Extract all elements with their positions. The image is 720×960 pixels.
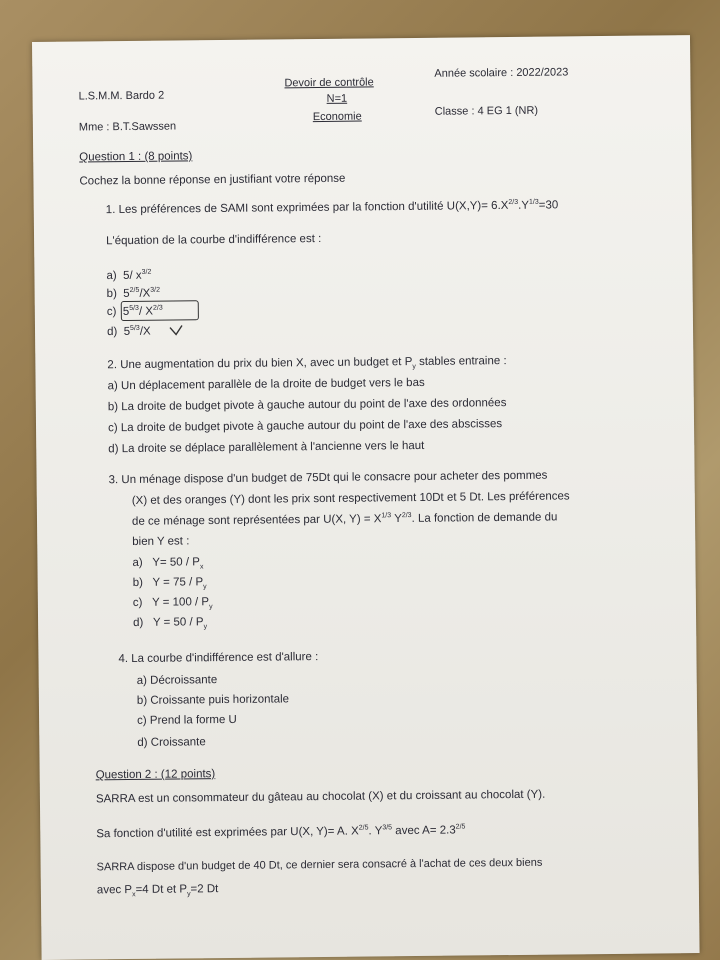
class-name: Classe : 4 EG 1 (NR) <box>434 104 539 118</box>
item-1-option-b: b) $5^{2/5}/X^{3/2}$ <box>106 286 161 301</box>
item-4-option-d: d) Croissante <box>137 736 206 749</box>
item-3-option-a: a) $Y= 50 / P_x$ <box>132 556 204 571</box>
question-2-line-1: SARRA est un consommateur du gâteau au chocolat (X) et du croissant au chocolat (Y). <box>95 788 546 806</box>
item-1-option-a: a) 5/ $x^{3/2}$ <box>106 268 152 283</box>
item-3-line-4: bien Y est : <box>132 535 190 548</box>
item-2-option-a: a) Un déplacement parallèle de la droite de budget vers le bas <box>107 376 425 393</box>
item-3-line-2: (X) et des oranges (Y) dont les prix sont respectivement 10Dt et 5 Dt. Les préférences <box>131 490 570 507</box>
item-3-line-3: de ce ménage sont représentées par U(X, $Y) = X^{1/3}$ $Y^{2/3}$. La fonction de demande du <box>131 511 558 528</box>
item-4-option-a: a) Décroissante <box>136 674 218 687</box>
item-1-question: L'équation de la courbe d'indifférence est : <box>106 232 322 248</box>
item-3-option-d: d) $Y = 50 / P_y$ <box>133 616 208 631</box>
exam-number: N=1 <box>326 92 348 105</box>
question-2-line-4: avec $P_x=4$ Dt et $P_y=2$ Dt <box>96 883 219 899</box>
handwritten-arrow-icon <box>169 324 183 339</box>
item-2-option-b: b) La droite de budget pivote à gauche autour du point de l'axe des ordonnées <box>107 397 507 414</box>
item-2-option-c: c) La droite de budget pivote à gauche autour du point de l'axe des abscisses <box>107 418 503 435</box>
exam-title: Devoir de contrôle <box>284 76 374 90</box>
item-2-text: 2. Une augmentation du prix du bien X, avec un budget et $P_y$ stables entraine : <box>107 355 507 372</box>
item-3-option-c: c) $Y = 100 / P_y$ <box>132 596 213 611</box>
item-4-option-c: c) Prend la forme U <box>137 713 237 727</box>
exam-subject: Economie <box>312 110 362 124</box>
question-1-title: Question 1 : (8 points) <box>79 150 193 164</box>
item-3-line-1: 3. Un ménage dispose d'un budget de 75Dt qui le consacre pour acheter des pommes <box>108 469 548 487</box>
item-1-text: 1. Les préférences de SAMI sont exprimées par la fonction d'utilité $U(X,Y)= 6.X^{2/3}.Y^{1/3}=30$ <box>105 198 559 217</box>
exam-sheet <box>32 35 700 960</box>
item-3-option-b: b) $Y = 75 / P_y$ <box>132 576 207 591</box>
item-1-option-c: c) $5^{5/3}/$ $X^{2/3}$ <box>106 304 163 319</box>
item-4-text: 4. La courbe d'indifférence est d'allure : <box>118 651 319 666</box>
school-name: L.S.M.M. Bardo 2 <box>78 89 165 103</box>
item-1-option-d: d) $5^{5/3}/X$ <box>106 324 151 339</box>
question-2-title: Question 2 : (12 points) <box>95 768 216 782</box>
handwritten-answer-box <box>121 300 199 321</box>
item-4-option-b: b) Croissante puis horizontale <box>136 693 290 707</box>
item-2-option-d: d) La droite se déplace parallèlement à l'ancienne vers le haut <box>108 439 425 456</box>
teacher-name: Mme : B.T.Sawssen <box>78 120 177 134</box>
school-year: Année scolaire : 2022/2023 <box>434 66 569 80</box>
question-1-instruction: Cochez la bonne réponse en justifiant votre réponse <box>79 172 346 188</box>
question-2-line-3: SARRA dispose d'un budget de 40 Dt, ce dernier sera consacré à l'achat de ces deux biens <box>96 856 543 874</box>
question-2-line-2: Sa fonction d'utilité est exprimées par U(X, Y)= A. $X^{2/5}$. $Y^{3/5}$ avec $A= 2.3^{2/5}$ <box>96 823 466 841</box>
